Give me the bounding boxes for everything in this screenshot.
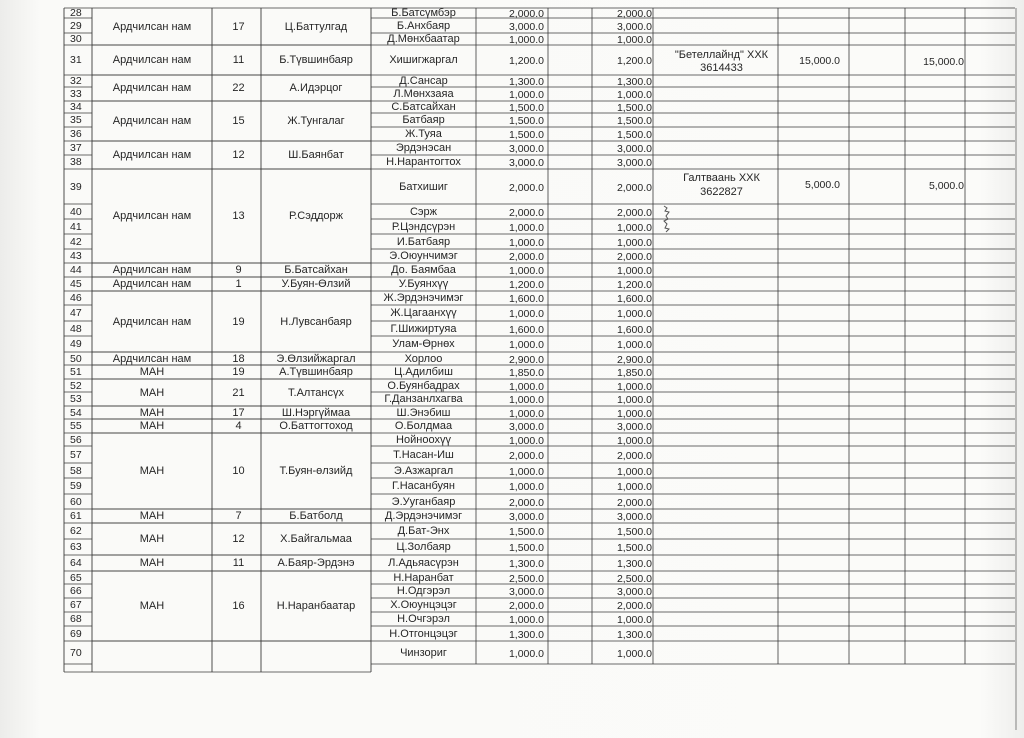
- amount-cell: 1,500.0: [508, 542, 544, 554]
- party-name: Ардчилсан нам: [112, 210, 192, 222]
- contributor-name: Э.Оюунчимэг: [389, 250, 458, 262]
- amount-total-cell: 1,600.0: [616, 323, 652, 336]
- contributor-name: Н.Отгонцэцэг: [389, 627, 458, 640]
- amount-total-cell: 2,000.0: [616, 600, 652, 612]
- amount-total-cell: 2,900.0: [616, 353, 652, 366]
- contributor-name: Н.Очгэрэл: [397, 613, 450, 625]
- party-name: Ардчилсан нам: [112, 20, 192, 33]
- contributor-name: Г.Насанбуян: [392, 480, 455, 492]
- candidate-name: Н.Лувсанбаяр: [280, 315, 352, 328]
- contributor-name: Хорлоо: [404, 352, 443, 365]
- contributor-name: Д.Мөнхбаатар: [387, 33, 460, 45]
- amount-total-cell: 3,000.0: [616, 586, 652, 598]
- row-number: 64: [70, 557, 82, 569]
- contributor-name: Батбаяр: [402, 114, 445, 126]
- amount-total-cell: 2,000.0: [616, 496, 652, 509]
- row-number: 43: [70, 250, 82, 262]
- amount-cell: 1,600.0: [508, 293, 544, 305]
- row-number: 70: [70, 646, 82, 659]
- contributor-name: Г.Шижиртуяа: [390, 322, 457, 335]
- contributor-name: С.Батсайхан: [391, 101, 456, 113]
- contributor-name: Ц.Адилбиш: [394, 366, 453, 378]
- amount-cell: 1,300.0: [508, 76, 544, 88]
- district-number: 10: [232, 465, 245, 477]
- amount-cell: 3,000.0: [508, 511, 544, 523]
- amount-total-cell: 2,000.0: [616, 181, 652, 194]
- party-name: Ардчилсан нам: [112, 315, 192, 328]
- row-number: 47: [70, 307, 82, 319]
- row-number: 55: [70, 420, 82, 432]
- amount-cell: 1,000.0: [508, 339, 544, 351]
- row-number: 39: [70, 180, 82, 193]
- contributor-name: И.Батбаяр: [396, 235, 451, 248]
- district-number: 17: [232, 406, 245, 419]
- contributor-name: Б.Батсүмбэр: [391, 7, 456, 19]
- candidate-name: Р.Сэддорж: [288, 210, 344, 222]
- party-name: Ардчилсан нам: [112, 54, 192, 66]
- row-number: 38: [70, 156, 82, 168]
- row-number: 51: [70, 366, 82, 378]
- amount-total-cell: 1,850.0: [616, 367, 652, 379]
- district-number: 18: [232, 352, 245, 365]
- candidate-name: Э.Өлзийжаргал: [276, 352, 356, 365]
- row-number: 66: [70, 585, 82, 597]
- amount-cell: 1,000.0: [508, 614, 544, 626]
- district-number: 15: [232, 115, 245, 127]
- contributor-name: Улам-Өрнөх: [392, 338, 455, 350]
- amount-total-cell: 3,000.0: [616, 511, 652, 523]
- party-name: МАН: [139, 557, 165, 569]
- amount-cell: 1,000.0: [508, 265, 544, 277]
- district-number: 12: [232, 533, 245, 545]
- party-name: Ардчилсан нам: [112, 278, 192, 290]
- amount-cell: 1,000.0: [508, 481, 544, 493]
- amount-total-cell: 1,200.0: [616, 279, 652, 291]
- candidate-name: Ж.Тунгалаг: [287, 115, 345, 127]
- row-number: 44: [70, 264, 82, 276]
- amount-cell: 2,000.0: [508, 206, 544, 219]
- amount-cell: 1,500.0: [508, 115, 544, 127]
- candidate-name: Ш.Баянбат: [288, 149, 344, 161]
- candidate-name: Х.Байгальмаа: [280, 533, 352, 545]
- amount-cell: 1,000.0: [508, 221, 544, 234]
- amount-cell: 2,000.0: [508, 496, 544, 509]
- contributor-name: Ж.Туяа: [405, 128, 442, 140]
- contributor-name: Нойноохүү: [396, 433, 451, 446]
- row-number: 58: [70, 464, 82, 477]
- district-number: 4: [235, 420, 242, 432]
- amount-cell: 1,000.0: [508, 89, 544, 101]
- amount-cell: 3,000.0: [508, 421, 544, 433]
- amount-total-cell: 1,000.0: [616, 265, 652, 277]
- amount-total-cell: 1,500.0: [616, 115, 652, 127]
- row-number: 52: [70, 379, 82, 392]
- row-number: 60: [70, 495, 82, 508]
- row-number: 34: [70, 101, 82, 113]
- amount-cell: 2,000.0: [508, 251, 544, 263]
- company-amount: 5,000.0: [804, 179, 840, 191]
- amount-total-cell: 1,600.0: [616, 293, 652, 305]
- row-number: 54: [70, 406, 82, 419]
- amount-total-cell: 1,000.0: [616, 394, 652, 406]
- amount-cell: 1,000.0: [508, 465, 544, 478]
- amount-cell: 2,500.0: [508, 572, 544, 585]
- row-number: 63: [70, 541, 82, 553]
- amount-cell: 1,000.0: [508, 647, 544, 660]
- district-number: 17: [232, 20, 245, 33]
- contributor-name: До. Баямбаа: [391, 264, 456, 276]
- amount-total-cell: 2,000.0: [616, 8, 652, 20]
- amount-total-cell: 3,000.0: [616, 20, 652, 33]
- row-number: 29: [70, 19, 82, 32]
- amount-cell: 1,000.0: [508, 308, 544, 320]
- district-number: 11: [232, 557, 245, 569]
- amount-total-cell: 1,000.0: [616, 221, 652, 234]
- row-number: 33: [70, 88, 82, 100]
- amount-cell: 1,500.0: [508, 129, 544, 141]
- amount-total-cell: 1,000.0: [616, 89, 652, 101]
- candidate-name: А.Түвшинбаяр: [279, 366, 353, 378]
- amount-total-cell: 2,500.0: [616, 572, 652, 585]
- amount-cell: 1,000.0: [508, 407, 544, 420]
- contributor-name: Хишигжаргал: [389, 54, 458, 66]
- district-number: 19: [232, 315, 245, 328]
- district-number: 12: [232, 149, 245, 161]
- contributor-name: Х.Оюунцэцэг: [390, 599, 457, 611]
- amount-cell: 2,000.0: [508, 449, 544, 462]
- party-name: МАН: [139, 366, 165, 378]
- amount-cell: 2,900.0: [508, 353, 544, 366]
- amount-total-cell: 1,000.0: [616, 380, 652, 393]
- contributor-name: Ш.Энэбиш: [396, 406, 451, 419]
- amount-cell: 1,500.0: [508, 526, 544, 538]
- candidate-name: Б.Түвшинбаяр: [279, 54, 353, 66]
- candidate-name: Б.Батсайхан: [284, 264, 348, 276]
- row-number: 42: [70, 235, 82, 248]
- district-number: 9: [235, 264, 242, 276]
- contributor-name: Д.Сансар: [399, 75, 448, 87]
- row-number: 57: [70, 448, 82, 461]
- amount-total-cell: 3,000.0: [616, 421, 652, 433]
- party-name: МАН: [139, 406, 165, 419]
- contributor-name: О.Буянбадрах: [387, 379, 460, 392]
- amount-total-cell: 1,000.0: [616, 34, 652, 46]
- amount-total-cell: 1,000.0: [616, 465, 652, 478]
- amount-total-cell: 1,500.0: [616, 542, 652, 554]
- party-name: Ардчилсан нам: [112, 115, 192, 127]
- row-number: 41: [70, 220, 82, 233]
- amount-cell: 1,000.0: [508, 34, 544, 46]
- contributor-name: Н.Наранбат: [393, 571, 454, 584]
- company-total: 5,000.0: [928, 180, 964, 192]
- contributor-name: Н.Нарантогтох: [386, 156, 461, 168]
- contributor-name: У.Буянхүү: [398, 278, 449, 290]
- amount-cell: 1,300.0: [508, 558, 544, 570]
- amount-total-cell: 1,500.0: [616, 102, 652, 114]
- contributor-name: Д.Бат-Энх: [397, 525, 450, 537]
- amount-total-cell: 2,000.0: [616, 206, 652, 219]
- party-name: МАН: [139, 533, 165, 545]
- row-number: 28: [70, 7, 82, 19]
- row-number: 56: [70, 433, 82, 446]
- candidate-name: Н.Наранбаатар: [276, 600, 356, 612]
- candidate-name: Т.Буян-өлзийд: [279, 465, 353, 477]
- row-number: 49: [70, 338, 82, 350]
- row-number: 37: [70, 142, 82, 154]
- row-number: 65: [70, 571, 82, 584]
- candidate-name: Ш.Нэргүймаа: [281, 406, 351, 419]
- candidate-name: Б.Батболд: [289, 510, 343, 522]
- company-register-number: 3614433: [700, 62, 743, 74]
- amount-total-cell: 1,000.0: [616, 308, 652, 320]
- row-number: 68: [70, 613, 82, 625]
- contributor-name: Э.Ууганбаяр: [391, 495, 456, 508]
- amount-cell: 3,000.0: [508, 157, 544, 169]
- amount-cell: 1,850.0: [508, 367, 544, 379]
- district-number: 1: [235, 278, 242, 290]
- company-register-number: 3622827: [700, 186, 743, 198]
- amount-total-cell: 1,300.0: [616, 558, 652, 570]
- party-name: МАН: [139, 510, 165, 522]
- amount-total-cell: 1,000.0: [616, 481, 652, 493]
- candidate-name: А.Баяр-Эрдэнэ: [277, 557, 355, 569]
- contributor-name: Л.Адьяасүрэн: [388, 557, 459, 569]
- company-total: 15,000.0: [923, 56, 964, 68]
- amount-cell: 1,500.0: [508, 102, 544, 114]
- party-name: Ардчилсан нам: [112, 82, 192, 94]
- row-number: 50: [70, 352, 82, 365]
- contributor-name: Л.Мөнхзаяа: [393, 88, 454, 100]
- party-name: Ардчилсан нам: [112, 149, 192, 161]
- amount-total-cell: 1,000.0: [616, 434, 652, 447]
- amount-total-cell: 1,000.0: [616, 647, 652, 660]
- amount-total-cell: 1,300.0: [616, 628, 652, 641]
- amount-cell: 1,000.0: [508, 434, 544, 447]
- amount-cell: 1,300.0: [508, 628, 544, 641]
- district-number: 7: [235, 510, 242, 522]
- row-number: 67: [70, 599, 82, 611]
- amount-total-cell: 1,300.0: [616, 76, 652, 88]
- row-number: 36: [70, 128, 82, 140]
- contributor-name: Б.Анхбаяр: [396, 19, 451, 32]
- district-number: 16: [232, 600, 245, 612]
- candidate-name: О.Баттогтоход: [279, 420, 353, 432]
- row-number: 62: [70, 525, 82, 537]
- amount-total-cell: 1,500.0: [616, 129, 652, 141]
- amount-cell: 1,600.0: [508, 323, 544, 336]
- amount-total-cell: 1,000.0: [616, 407, 652, 420]
- district-number: 21: [232, 386, 245, 399]
- company-name: "Бетеллайнд" ХХК: [674, 49, 769, 61]
- contributor-name: Н.Одгэрэл: [396, 585, 451, 597]
- row-number: 48: [70, 322, 82, 335]
- contributor-name: Д.Эрдэнэчимэг: [384, 510, 463, 522]
- contributor-name: Эрдэнэсан: [395, 142, 452, 154]
- party-name: МАН: [139, 600, 165, 612]
- row-number: 40: [70, 205, 82, 218]
- district-number: 22: [232, 82, 245, 94]
- amount-cell: 2,000.0: [508, 8, 544, 20]
- row-number: 59: [70, 480, 82, 492]
- row-number: 53: [70, 393, 82, 405]
- party-name: Ардчилсан нам: [112, 352, 192, 365]
- row-number: 32: [70, 75, 82, 87]
- amount-total-cell: 2,000.0: [616, 251, 652, 263]
- contributor-name: Р.Цэндсүрэн: [391, 220, 456, 233]
- contributor-name: О.Болдмаа: [394, 420, 453, 432]
- party-name: МАН: [139, 420, 165, 432]
- company-amount: 15,000.0: [799, 55, 840, 67]
- amount-total-cell: 3,000.0: [616, 143, 652, 155]
- district-number: 11: [232, 54, 245, 66]
- row-number: 69: [70, 627, 82, 640]
- candidate-name: Ц.Баттулгад: [284, 20, 348, 33]
- contributor-name: Г.Данзанлхагва: [384, 393, 463, 405]
- contributor-name: Э.Азжаргал: [393, 464, 454, 477]
- amount-cell: 1,200.0: [508, 279, 544, 291]
- amount-total-cell: 1,000.0: [616, 236, 652, 249]
- amount-cell: 1,000.0: [508, 236, 544, 249]
- row-number: 61: [70, 510, 82, 522]
- contributor-name: Батхишиг: [399, 180, 448, 193]
- district-number: 13: [232, 210, 245, 222]
- contributor-name: Т.Насан-Иш: [393, 448, 454, 461]
- amount-cell: 3,000.0: [508, 143, 544, 155]
- party-name: Ардчилсан нам: [112, 264, 192, 276]
- contributor-name: Ж.Эрдэнэчимэг: [383, 292, 464, 304]
- amount-cell: 3,000.0: [508, 586, 544, 598]
- amount-total-cell: 1,500.0: [616, 526, 652, 538]
- row-number: 46: [70, 292, 82, 304]
- amount-cell: 2,000.0: [508, 600, 544, 612]
- amount-cell: 3,000.0: [508, 20, 544, 33]
- amount-cell: 2,000.0: [508, 181, 544, 194]
- amount-total-cell: 1,000.0: [616, 614, 652, 626]
- contributor-name: Ц.Золбаяр: [396, 541, 451, 553]
- district-number: 19: [232, 366, 245, 378]
- contributor-name: Сэрж: [409, 205, 438, 218]
- candidate-name: А.Идэрцог: [289, 82, 343, 94]
- row-number: 30: [70, 33, 82, 45]
- row-number: 31: [70, 54, 82, 66]
- company-name: Галтваань ХХК: [683, 172, 760, 184]
- amount-total-cell: 2,000.0: [616, 449, 652, 462]
- amount-total-cell: 1,200.0: [616, 55, 652, 67]
- amount-cell: 1,200.0: [508, 55, 544, 67]
- party-name: МАН: [139, 386, 165, 399]
- contributor-name: Чинзориг: [400, 646, 447, 659]
- amount-cell: 1,000.0: [508, 380, 544, 393]
- contributor-name: Ж.Цагаанхүү: [390, 307, 457, 319]
- amount-cell: 1,000.0: [508, 394, 544, 406]
- amount-total-cell: 1,000.0: [616, 339, 652, 351]
- party-name: МАН: [139, 465, 165, 477]
- row-number: 45: [70, 278, 82, 290]
- candidate-name: У.Буян-Өлзий: [281, 278, 351, 290]
- row-number: 35: [70, 114, 82, 126]
- candidate-name: Т.Алтансүх: [288, 386, 344, 399]
- amount-total-cell: 3,000.0: [616, 157, 652, 169]
